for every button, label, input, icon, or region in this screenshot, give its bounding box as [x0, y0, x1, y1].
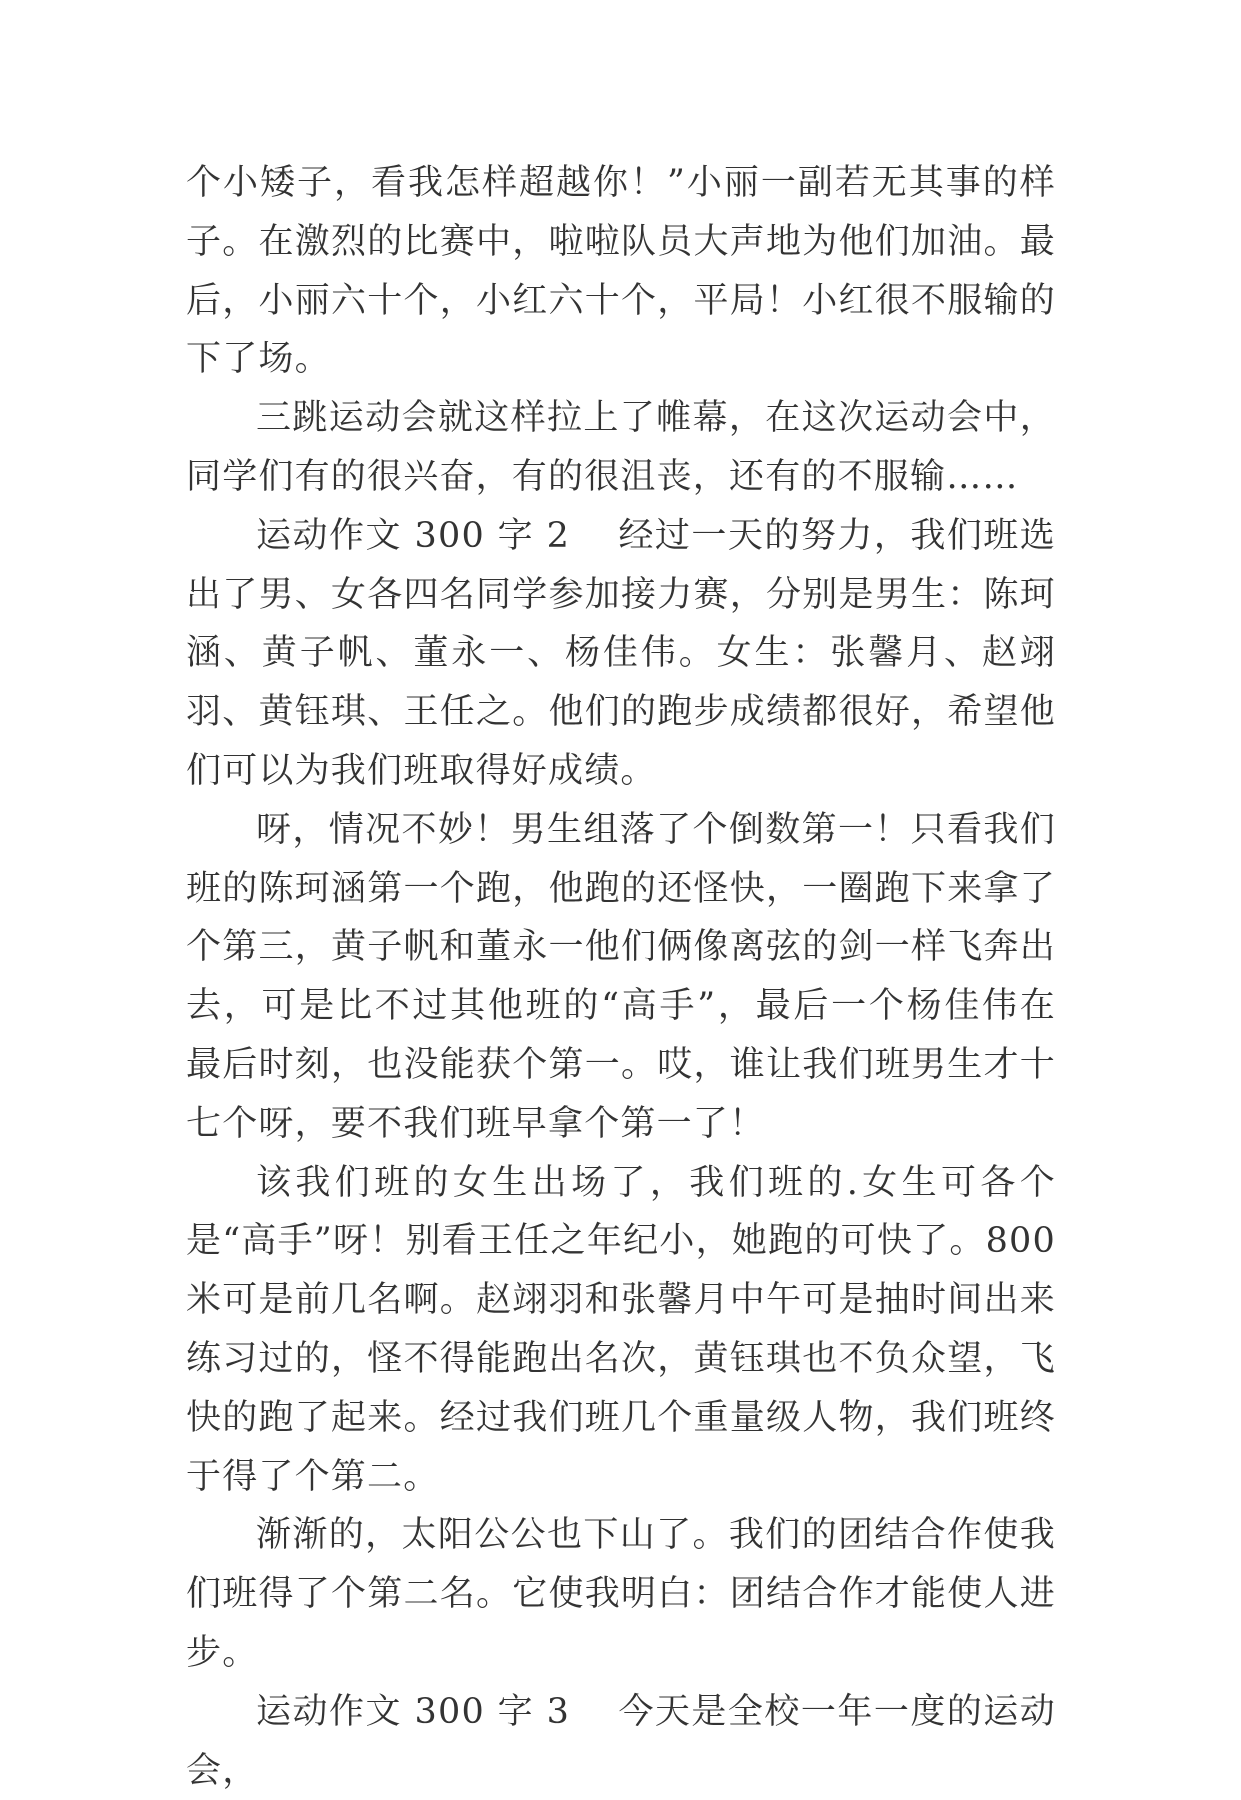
paragraph: [186, 1683, 1056, 1800]
paragraph: 该我们班的女生出场了，我们班的.女生可各个是“高手”呀！别看王任之年纪小，她跑的可快了。800 米可是前几名啊。赵翊羽和张馨月中午可是抽时间出来练习过的，怪不得能跑出名次，黄钰琪也不负众望，飞快的跑了起来。经过我们班几个重量级人物，我们班终于得了个第二。: [186, 1162, 1056, 1497]
section-heading: 运动作文 300 字 2: [256, 515, 571, 556]
paragraph: [186, 507, 1056, 801]
paragraph: 三跳运动会就这样拉上了帷幕，在这次运动会中，同学们有的很兴奋，有的很沮丧，还有的不服输……: [186, 398, 1056, 497]
paragraph: 个小矮子，看我怎样超越你！”小丽一副若无其事的样子。在激烈的比赛中，啦啦队员大声地为他们加油。最后，小丽六十个，小红六十个，平局！小红很不服输的下了场。: [186, 163, 1056, 380]
essay-body: [186, 154, 1056, 1800]
paragraph: 渐渐的，太阳公公也下山了。我们的团结合作使我们班得了个第二名。它使我明白：团结合作才能使人进步。: [186, 1515, 1056, 1673]
paragraph-text: 今天是全校一年一度的运动会，: [186, 1691, 1056, 1791]
section-heading: 运动作文 300 字 3: [256, 1691, 571, 1732]
paragraph-text: 经过一天的努力，我们班选出了男、女各四名同学参加接力赛，分别是男生：陈珂涵、黄子帆、董永一、杨佳伟。女生：张馨月、赵翊羽、黄钰琪、王任之。他们的跑步成绩都很好，希望他们可以为我们班取得好成绩。: [186, 515, 1056, 791]
paragraph: 呀，情况不妙！男生组落了个倒数第一！只看我们班的陈珂涵第一个跑，他跑的还怪快，一圈跑下来拿了个第三，黄子帆和董永一他们俩像离弦的剑一样飞奔出去，可是比不过其他班的“高手”，最后一个杨佳伟在最后时刻，也没能获个第一。哎，谁让我们班男生才十七个呀，要不我们班早拿个第一了！: [186, 809, 1056, 1144]
